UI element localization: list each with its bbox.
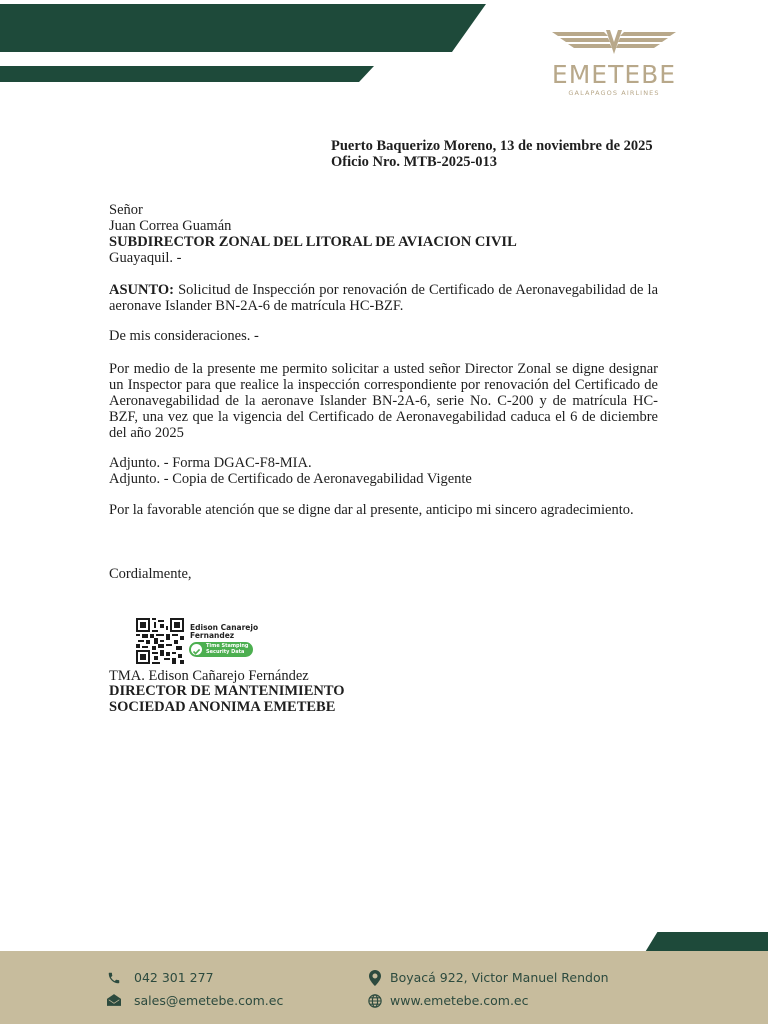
footer-website[interactable]: www.emetebe.com.ec (390, 993, 529, 1008)
footer-phone: 042 301 277 (134, 970, 214, 985)
attachment-item: Adjunto. - Copia de Certificado de Aeronavegabilidad Vigente (109, 471, 472, 487)
stamp-signer-name (190, 624, 280, 640)
attachment-item: Adjunto. - Forma DGAC-F8-MIA. (109, 455, 312, 471)
email-icon (107, 994, 121, 1006)
logo-tagline: GALAPAGOS AIRLINES (568, 89, 660, 97)
signer-company: SOCIEDAD ANONIMA EMETEBE (109, 699, 336, 715)
globe-icon (368, 994, 382, 1008)
emetebe-logo (536, 28, 692, 97)
footer (0, 951, 768, 1024)
stamp-name-line: Fernandez (190, 631, 235, 640)
stamp-name-line: Edison Canarejo (190, 623, 259, 632)
phone-icon (107, 971, 121, 985)
location-icon (369, 970, 381, 986)
check-icon (191, 644, 202, 655)
closing: Cordialmente, (109, 566, 192, 582)
footer-address: Boyacá 922, Victor Manuel Rendon (390, 970, 609, 985)
place-date: Puerto Baquerizo Moreno, 13 de noviembre de 2025 (331, 138, 653, 154)
signer-role-block (109, 683, 345, 715)
body-paragraph: Por medio de la presente me permito solicitar a usted señor Director Zonal se digne designar un Inspector para que realice la inspección correspondiente por renovación del Certificado de Aeronavegabilidad de la aeronave Islander BN-2A-6, serie No. C-200 y de matrícula HC-BZF, una vez que la vigencia del Certificado de Aeronavegabilidad caduca el 6 de diciembre del año 2025 (109, 361, 658, 441)
badge-text (206, 644, 252, 655)
addressee-name: Juan Correa Guamán (109, 218, 232, 234)
subject-line (109, 282, 658, 314)
oficio-number: Oficio Nro. MTB-2025-013 (331, 154, 498, 170)
signer-role: DIRECTOR DE MANTENIMIENTO (109, 683, 345, 699)
addressee-salutation: Señor (109, 202, 143, 218)
thanks-paragraph: Por la favorable atención que se digne dar al presente, anticipo mi sincero agradecimiento. (109, 502, 634, 518)
greeting: De mis consideraciones. - (109, 328, 259, 344)
addressee-city: Guayaquil. - (109, 250, 182, 266)
header-band-bottom (0, 66, 374, 82)
logo-name: EMETEBE (551, 60, 677, 89)
time-stamping-badge (189, 642, 253, 657)
signer-name: TMA. Edison Cañarejo Fernández (109, 668, 309, 684)
badge-line: Security Data (206, 648, 245, 655)
attachments-list (109, 455, 472, 487)
header-band-top (0, 4, 486, 52)
subject-label: ASUNTO: (109, 282, 174, 298)
badge-line: Time Stamping (206, 643, 249, 649)
addressee-title: SUBDIRECTOR ZONAL DEL LITORAL DE AVIACION CIVIL (109, 234, 517, 250)
subject-text: Solicitud de Inspección por renovación de Certificado de Aeronavegabilidad de la aeronave Islander BN-2A-6 de matrícula HC-BZF. (109, 282, 658, 314)
addressee-block (109, 202, 669, 266)
footer-email[interactable]: sales@emetebe.com.ec (134, 993, 284, 1008)
wings-logo-icon (552, 28, 676, 60)
qr-code-icon (136, 618, 184, 664)
